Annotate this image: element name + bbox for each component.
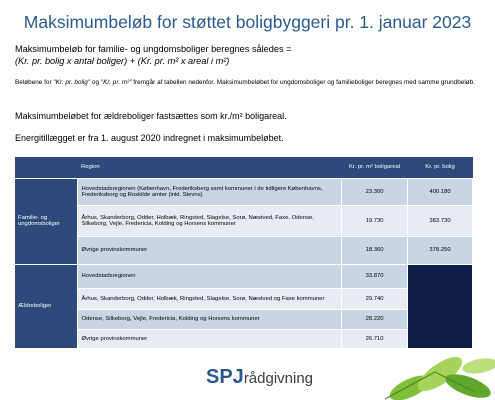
region-cell: Øvrige provinskommuner	[78, 236, 342, 264]
header-per-m2: Kr. pr. m² boligareal	[342, 157, 408, 178]
spj-logo	[206, 366, 313, 389]
per-m2-cell: 18.360	[342, 236, 408, 264]
per-m2-cell: 23.300	[342, 178, 408, 205]
table-row	[15, 178, 473, 205]
table-row	[15, 329, 473, 348]
per-bolig-cell: 383.730	[408, 205, 473, 236]
table-row	[15, 236, 473, 264]
per-m2-cell: 28.220	[342, 309, 408, 329]
empty-dark-block	[408, 264, 473, 348]
region-cell: Odense, Silkeborg, Vejle, Fredericia, Kolding og Horsens kommuner	[78, 309, 342, 329]
per-m2-cell: 29.740	[342, 288, 408, 309]
amounts-table	[15, 157, 473, 349]
group-label-elderly: Ældreboliger	[15, 264, 78, 348]
region-cell: Århus, Skanderborg, Odder, Holbæk, Ringsted, Slagelse, Sorø, Næstved og Faxe kommuner	[78, 288, 342, 309]
region-cell: Hovedstadsregionen	[78, 264, 342, 288]
region-cell: Århus, Skanderborg, Odder, Holbæk, Ringsted, Slagelse, Sorø, Næstved, Faxe, Odense, Silkeborg, Vejle, Fredericia, Kolding og Horsens kommuner	[78, 205, 342, 236]
per-m2-cell: 19.730	[342, 205, 408, 236]
per-bolig-cell: 400.180	[408, 178, 473, 205]
logo-mark: SPJ	[206, 366, 244, 388]
table-row	[15, 264, 473, 288]
leaves-decoration-icon	[380, 352, 495, 400]
table-row	[15, 309, 473, 329]
table-row	[15, 288, 473, 309]
per-m2-cell: 33.870	[342, 264, 408, 288]
per-m2-cell: 26.710	[342, 329, 408, 348]
header-region: Region	[78, 157, 342, 178]
per-bolig-cell: 378.250	[408, 236, 473, 264]
note-part: Beløbene for	[15, 79, 54, 86]
table-row	[15, 205, 473, 236]
elder-text: Maksimumbeløbet for ældreboliger fastsættes som kr./m² boligareal.	[15, 111, 287, 121]
header-empty	[15, 157, 78, 178]
intro-formula-line: (Kr. pr. bolig x antal boliger) + (Kr. pr. m² x areal i m²)	[15, 55, 230, 66]
region-cell: Øvrige provinskommuner	[78, 329, 342, 348]
note-text	[15, 78, 485, 87]
table-header-row	[15, 157, 473, 178]
note-part: fremgår af tabellen nedenfor. Maksimumbeløbet for ungdomsboliger og familieboliger beregnes med samme grundbeløb.	[131, 79, 475, 86]
header-per-bolig: Kr. pr. bolig	[408, 157, 473, 178]
group-label-family: Familie- og ungdomsboliger	[15, 178, 78, 264]
energy-text: Energitillægget er fra 1. august 2020 indregnet i maksimumbeløbet.	[15, 133, 284, 143]
region-cell: Hovedstadsregionen (København, Frederiksberg samt kommuner i de tidligere Københavns, Frederiksborg og Roskilde amter (inkl. Stevns)	[78, 178, 342, 205]
logo-text: rådgivning	[243, 370, 314, 387]
note-part: og	[90, 79, 101, 86]
page-title: Maksimumbeløb for støttet boligbyggeri pr. 1. januar 2023	[23, 12, 472, 32]
intro-formula	[15, 44, 485, 67]
note-italic: "Kr. pr. m²"	[100, 79, 132, 86]
note-italic: "Kr. pr. bolig"	[53, 79, 91, 86]
intro-line: Maksimumbeløb for familie- og ungdomsboliger beregnes således =	[15, 44, 292, 54]
